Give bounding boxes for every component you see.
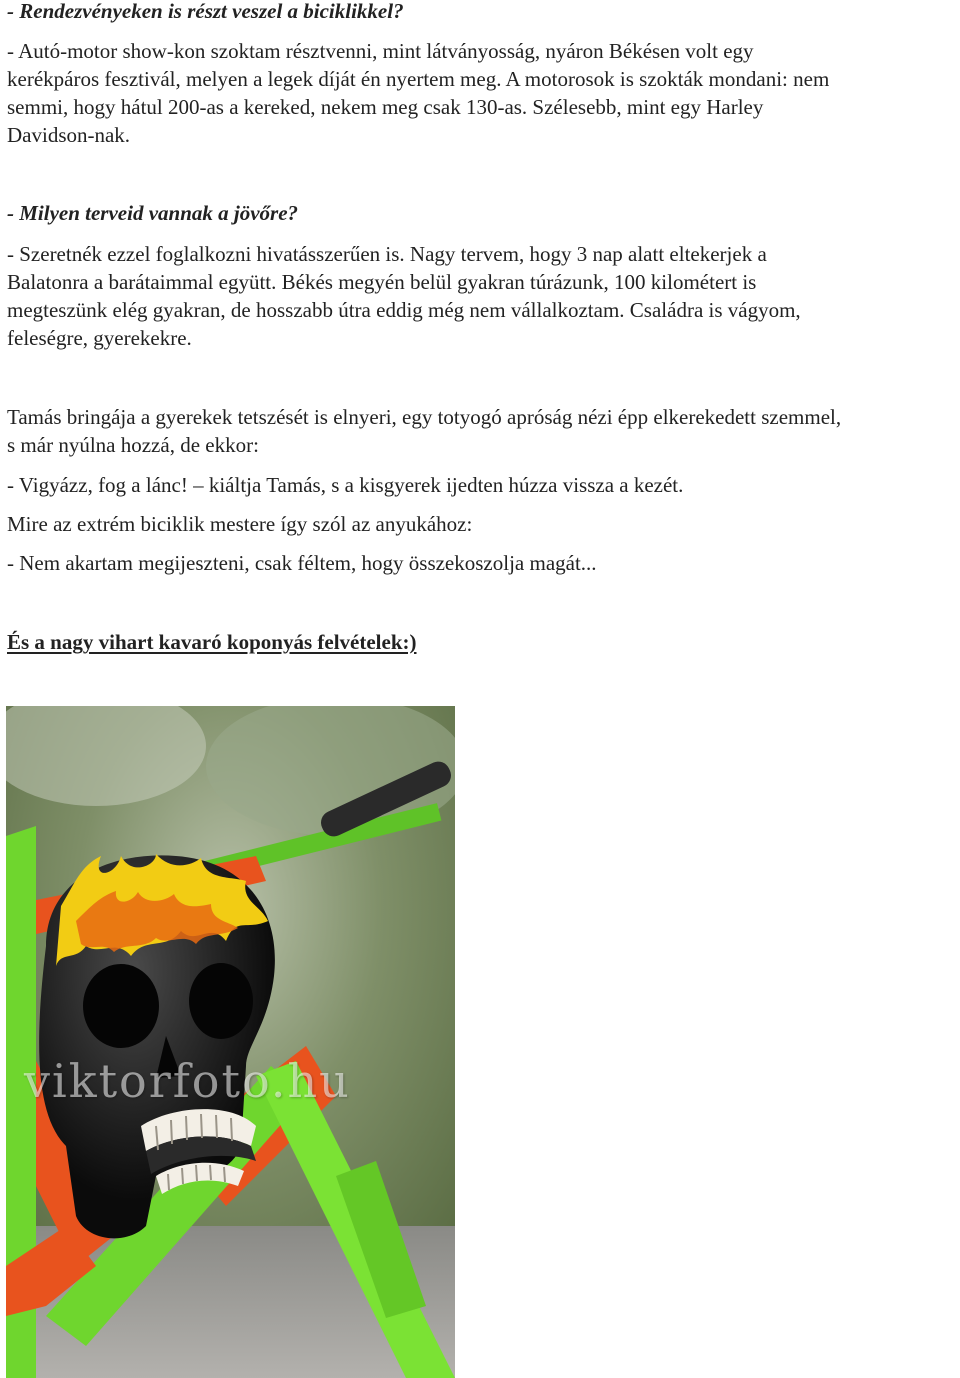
paragraph-bike-line-2: s már nyúlna hozzá, de ekkor: — [7, 433, 259, 457]
skull-bike-photo — [6, 706, 455, 1378]
eye-socket-right — [189, 963, 253, 1039]
photo-watermark: viktorfoto.hu — [24, 1054, 351, 1108]
section-heading: És a nagy vihart kavaró koponyás felvételek:) — [7, 630, 417, 654]
answer-events-line-4: Davidson-nak. — [7, 123, 131, 147]
answer-plans-line-2: Balatonra a barátaimmal együtt. Békés megyén belül gyakran túrázunk, 100 kilométert is — [7, 270, 757, 294]
paragraph-reply: - Nem akartam megijeszteni, csak féltem, hogy összekoszolja magát... — [7, 551, 597, 575]
answer-plans-line-1: - Szeretnék ezzel foglalkozni hivatásszerűen is. Nagy tervem, hogy 3 nap alatt eltekerjek a — [7, 242, 767, 266]
photo-illustration — [6, 706, 455, 1378]
question-events: - Rendezvényeken is részt veszel a biciklikkel? — [7, 0, 404, 23]
paragraph-master: Mire az extrém biciklik mestere így szól az anyukához: — [7, 512, 473, 536]
answer-plans-line-3: megteszünk elég gyakran, de hosszabb útra eddig még nem vállalkoztam. Családra is vágyom, — [7, 298, 801, 322]
answer-events-line-3: semmi, hogy hátul 200-as a kereked, nekem meg csak 130-as. Szélesebb, mint egy Harley — [7, 95, 764, 119]
paragraph-warning: - Vigyázz, fog a lánc! – kiáltja Tamás, s a kisgyerek ijedten húzza vissza a kezét. — [7, 473, 684, 497]
answer-plans-line-4: feleségre, gyerekekre. — [7, 326, 192, 350]
question-plans: - Milyen terveid vannak a jövőre? — [7, 201, 299, 225]
eye-socket-left — [83, 964, 159, 1048]
paragraph-bike-line-1: Tamás bringája a gyerekek tetszését is elnyeri, egy totyogó apróság nézi épp elkerekedett szemmel, — [7, 405, 842, 429]
answer-events-line-2: kerékpáros fesztivál, melyen a legek díját én nyertem meg. A motorosok is szokták mondani: nem — [7, 67, 830, 91]
answer-events-line-1: - Autó-motor show-kon szoktam résztvenni, mint látványosság, nyáron Békésen volt egy — [7, 39, 754, 63]
